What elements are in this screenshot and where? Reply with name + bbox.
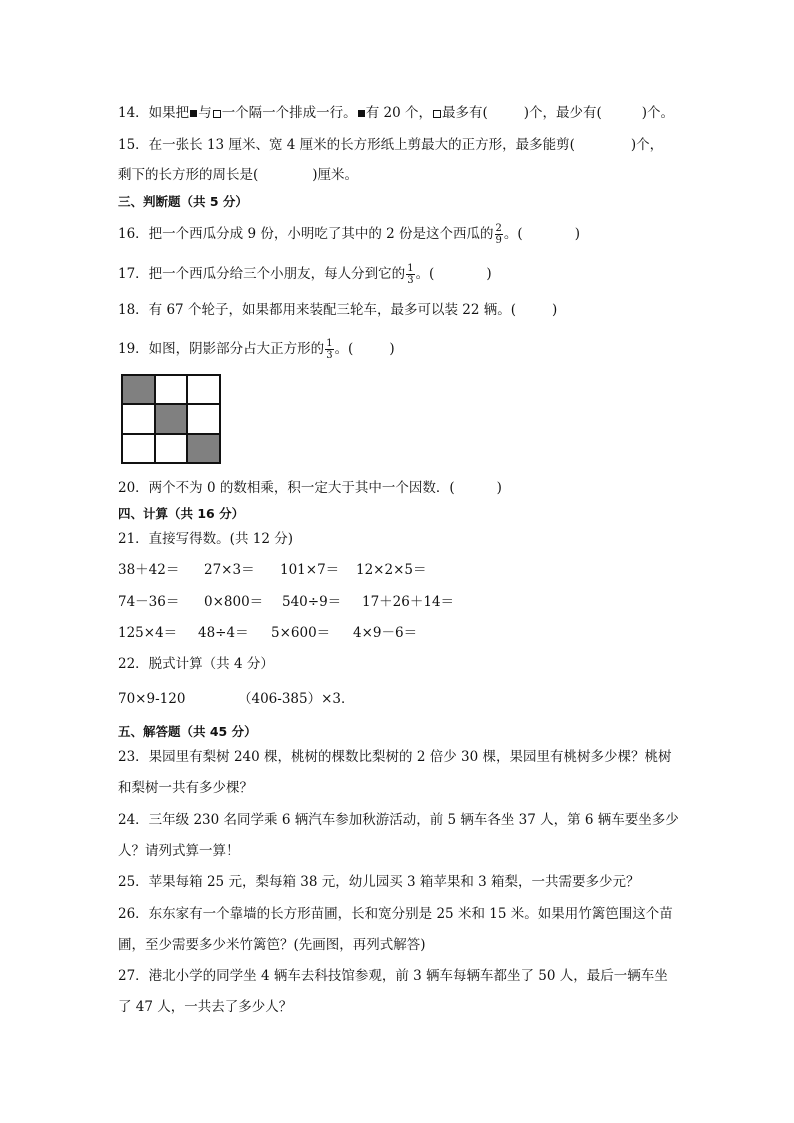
q14-text-d: 有 20 个， <box>365 105 432 121</box>
calc-item: 48÷4＝ <box>198 625 249 641</box>
q14-text-e: 最多有( <box>441 105 488 121</box>
calc-item: 4×9－6＝ <box>353 625 418 641</box>
grid-cell <box>155 375 188 404</box>
calc-item: 17＋26＋14＝ <box>362 594 455 610</box>
calc-item: 74－36＝ <box>118 594 180 610</box>
question-22-title: 22．脱式计算（共 4 分） <box>118 656 274 672</box>
q16-text: 16．把一个西瓜分成 9 份，小明吃了其中的 2 份是这个西瓜的 <box>118 226 494 242</box>
q14-text-b: 与 <box>198 105 212 121</box>
q19-fraction <box>325 338 333 361</box>
question-19 <box>118 338 395 361</box>
q22-expression-1: 70×9-120 <box>118 691 186 707</box>
fraction-numerator: 2 <box>495 223 502 234</box>
q17-fraction <box>406 263 414 286</box>
grid-cell <box>122 434 155 463</box>
q15-text-a: 15．在一张长 13 厘米、宽 4 厘米的长方形纸上剪最大的正方形，最多能剪( <box>118 137 575 153</box>
grid-cell <box>187 375 220 404</box>
q16-end: 。( <box>503 226 523 242</box>
question-24-line1: 24．三年级 230 名同学乘 6 辆汽车参加秋游活动，前 5 辆车各坐 37 人，第 6 辆车要坐多少 <box>118 812 679 828</box>
question-24-line2: 人？请列式算一算！ <box>118 843 240 859</box>
question-23-line1: 23．果园里有梨树 240 棵，桃树的棵数比梨树的 2 倍少 30 棵，果园里有桃树多少棵？桃树 <box>118 749 672 765</box>
q20-close: ) <box>496 480 502 496</box>
question-15-line1 <box>118 136 663 154</box>
question-15-line2 <box>118 166 358 184</box>
fraction-denominator: 3 <box>407 275 414 286</box>
fraction-numerator: 1 <box>407 263 414 274</box>
question-25: 25．苹果每箱 25 元，梨每箱 38 元，幼儿园买 3 箱苹果和 3 箱梨，一共需要多少元？ <box>118 874 640 890</box>
section-3-heading: 三、判断题（共 5 分） <box>118 194 248 209</box>
q20-text: 20．两个不为 0 的数相乘，积一定大于其中一个因数．( <box>118 480 455 496</box>
white-square-icon <box>433 110 441 118</box>
section-5-heading: 五、解答题（共 45 分） <box>118 724 257 739</box>
question-26-line2: 圃，至少需要多少米竹篱笆？(先画图，再列式解答) <box>118 937 426 953</box>
q17-end: 。( <box>415 266 435 282</box>
calc-item: 101×7＝ <box>280 562 340 578</box>
question-14 <box>118 104 674 122</box>
fraction-numerator: 1 <box>326 338 333 349</box>
grid-cell <box>122 404 155 433</box>
question-27-line2: 了 47 人，一共去了多少人？ <box>118 999 293 1015</box>
calc-item: 5×600＝ <box>271 625 331 641</box>
q15-text-b: )个， <box>630 137 664 153</box>
grid-cell-shaded <box>122 375 155 404</box>
q17-close: ) <box>486 266 492 282</box>
white-square-icon <box>213 110 221 118</box>
q19-text: 19．如图，阴影部分占大正方形的 <box>118 341 325 357</box>
q17-text: 17．把一个西瓜分给三个小朋友，每人分到它的 <box>118 266 406 282</box>
q14-text-f: )个，最少有( <box>523 105 602 121</box>
q15-text-c: 剩下的长方形的周长是( <box>118 167 259 183</box>
grid-cell-shaded <box>187 434 220 463</box>
q15-text-d: )厘米。 <box>312 167 359 183</box>
grid-cell <box>155 434 188 463</box>
calc-item: 125×4＝ <box>118 625 178 641</box>
q14-text-c: 一个隔一个排成一行。 <box>221 105 357 121</box>
question-18 <box>118 301 557 319</box>
calc-item: 38＋42＝ <box>118 562 180 578</box>
q19-end: 。( <box>334 341 354 357</box>
fraction-denominator: 9 <box>495 235 502 246</box>
q22-expression-2: （406-385）×3． <box>238 691 355 707</box>
question-20 <box>118 479 502 497</box>
calc-item: 540÷9＝ <box>282 594 342 610</box>
section-4-heading: 四、计算（共 16 分） <box>118 506 245 521</box>
q16-close: ) <box>574 226 580 242</box>
black-square-icon <box>190 110 197 117</box>
question-26-line1: 26．东东家有一个靠墙的长方形苗圃，长和宽分别是 25 米和 15 米。如果用竹篱笆围这个苗 <box>118 906 673 922</box>
question-23-line2: 和梨树一共有多少棵？ <box>118 780 253 796</box>
grid-cell-shaded <box>155 404 188 433</box>
q14-text-a: 14．如果把 <box>118 105 190 121</box>
question-21-title: 21．直接写得数。(共 12 分) <box>118 531 293 547</box>
grid-cell <box>187 404 220 433</box>
shaded-square-figure <box>121 374 221 464</box>
fraction-denominator: 3 <box>326 350 333 361</box>
black-square-icon <box>358 110 365 117</box>
q14-text-g: )个。 <box>641 105 675 121</box>
calc-item: 0×800＝ <box>204 594 264 610</box>
q16-fraction <box>495 223 503 246</box>
calc-item: 12×2×5＝ <box>356 562 427 578</box>
question-16 <box>118 223 580 246</box>
question-17 <box>118 263 492 286</box>
question-27-line1: 27．港北小学的同学坐 4 辆车去科技馆参观，前 3 辆车每辆车都坐了 50 人，最后一辆车坐 <box>118 968 668 984</box>
q18-text: 18．有 67 个轮子，如果都用来装配三轮车，最多可以装 22 辆。( <box>118 302 516 318</box>
calc-item: 27×3＝ <box>204 562 255 578</box>
q18-close: ) <box>551 302 558 318</box>
q19-close: ) <box>389 341 395 357</box>
